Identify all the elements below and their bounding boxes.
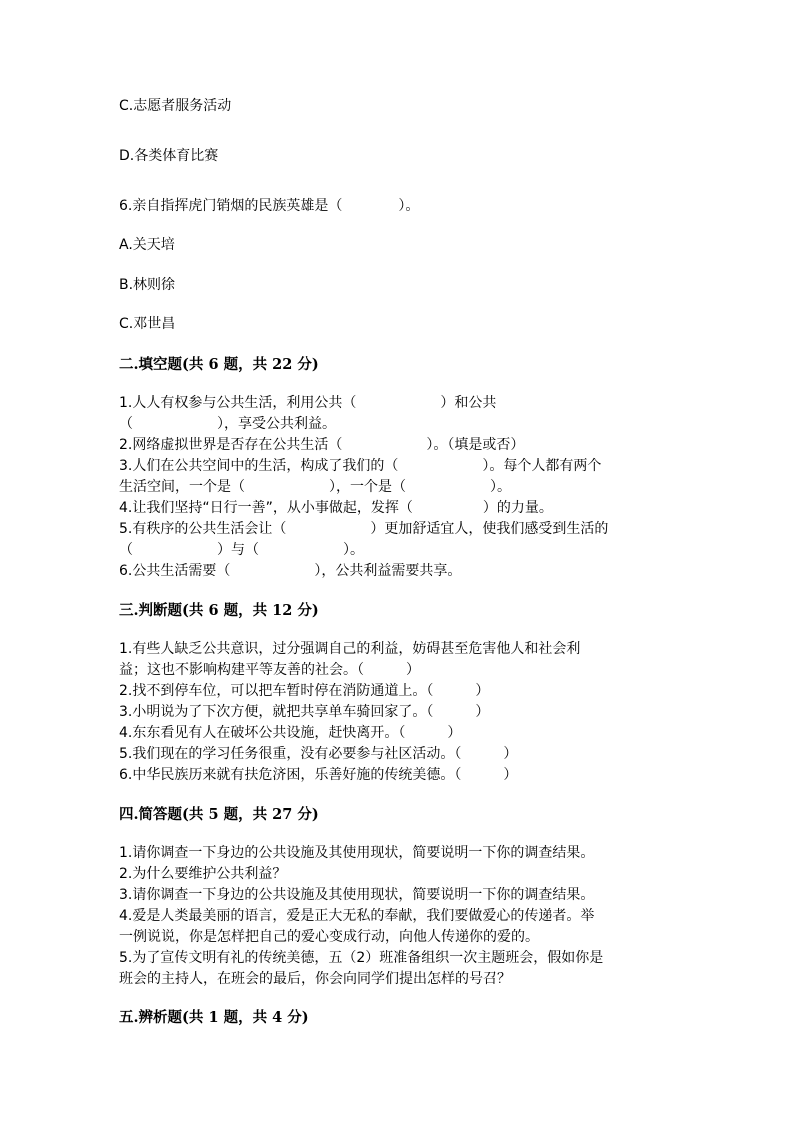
judge-line: 2.找不到停车位，可以把车暂时停在消防通道上。（ ） <box>119 683 490 699</box>
fill-line: 生活空间，一个是（ ），一个是（ ）。 <box>119 479 511 495</box>
fill-line: （ ）与（ ）。 <box>119 542 364 558</box>
short-answer-line: 1.请你调查一下身边的公共设施及其使用现状，简要说明一下你的调查结果。 <box>119 845 595 861</box>
option-d-sports: D.各类体育比赛 <box>119 148 219 164</box>
short-answer-line: 5.为了宣传文明有礼的传统美德，五（2）班准备组织一次主题班会，假如你是 <box>119 950 604 966</box>
fill-line: 5.有秩序的公共生活会让（ ）更加舒适宜人，使我们感受到生活的 <box>119 521 609 537</box>
option-c-volunteer: C.志愿者服务活动 <box>119 98 232 114</box>
fill-line: 4.让我们坚持“日行一善”，从小事做起，发挥（ ）的力量。 <box>119 500 553 516</box>
short-answer-line: 一例说说，你是怎样把自己的爱心变成行动，向他人传递你的爱的。 <box>119 929 539 945</box>
judge-line: 3.小明说为了下次方便，就把共享单车骑回家了。（ ） <box>119 704 490 720</box>
question-6-stem: 6.亲自指挥虎门销烟的民族英雄是（ ）。 <box>119 198 420 214</box>
short-answer-line: 4.爱是人类最美丽的语言，爱是正大无私的奉献，我们要做爱心的传递者。举 <box>119 908 595 924</box>
fill-line: 1.人人有权参与公共生活，利用公共（ ）和公共 <box>119 395 497 411</box>
section-3-heading: 三.判断题(共 6 题，共 12 分) <box>119 602 319 619</box>
short-answer-line: 班会的主持人，在班会的最后，你会向同学们提出怎样的号召？ <box>119 971 511 987</box>
judge-line: 1.有些人缺乏公共意识，过分强调自己的利益，妨碍甚至危害他人和社会利 <box>119 641 581 657</box>
fill-line: 2.网络虚拟世界是否存在公共生活（ ）。（填是或否） <box>119 437 525 453</box>
fill-line: 6.公共生活需要（ ），公共利益需要共享。 <box>119 563 462 579</box>
judge-line: 益；这也不影响构建平等友善的社会。（ ） <box>119 662 420 678</box>
judge-line: 6.中华民族历来就有扶危济困，乐善好施的传统美德。（ ） <box>119 767 518 783</box>
section-4-heading: 四.简答题(共 5 题，共 27 分) <box>119 806 319 823</box>
q6-option-a: A.关天培 <box>119 237 175 253</box>
q6-option-c: C.邓世昌 <box>119 316 176 332</box>
short-answer-line: 2.为什么要维护公共利益？ <box>119 866 287 882</box>
section-2-heading: 二.填空题(共 6 题，共 22 分) <box>119 356 319 373</box>
judge-line: 5.我们现在的学习任务很重，没有必要参与社区活动。（ ） <box>119 746 518 762</box>
fill-line: （ ），享受公共利益。 <box>119 416 336 432</box>
fill-line: 3.人们在公共空间中的生活，构成了我们的（ ）。每个人都有两个 <box>119 458 602 474</box>
section-5-heading: 五.辨析题(共 1 题，共 4 分) <box>119 1009 309 1026</box>
q6-option-b: B.林则徐 <box>119 277 176 293</box>
short-answer-line: 3.请你调查一下身边的公共设施及其使用现状，简要说明一下你的调查结果。 <box>119 887 595 903</box>
judge-line: 4.东东看见有人在破坏公共设施，赶快离开。（ ） <box>119 725 462 741</box>
